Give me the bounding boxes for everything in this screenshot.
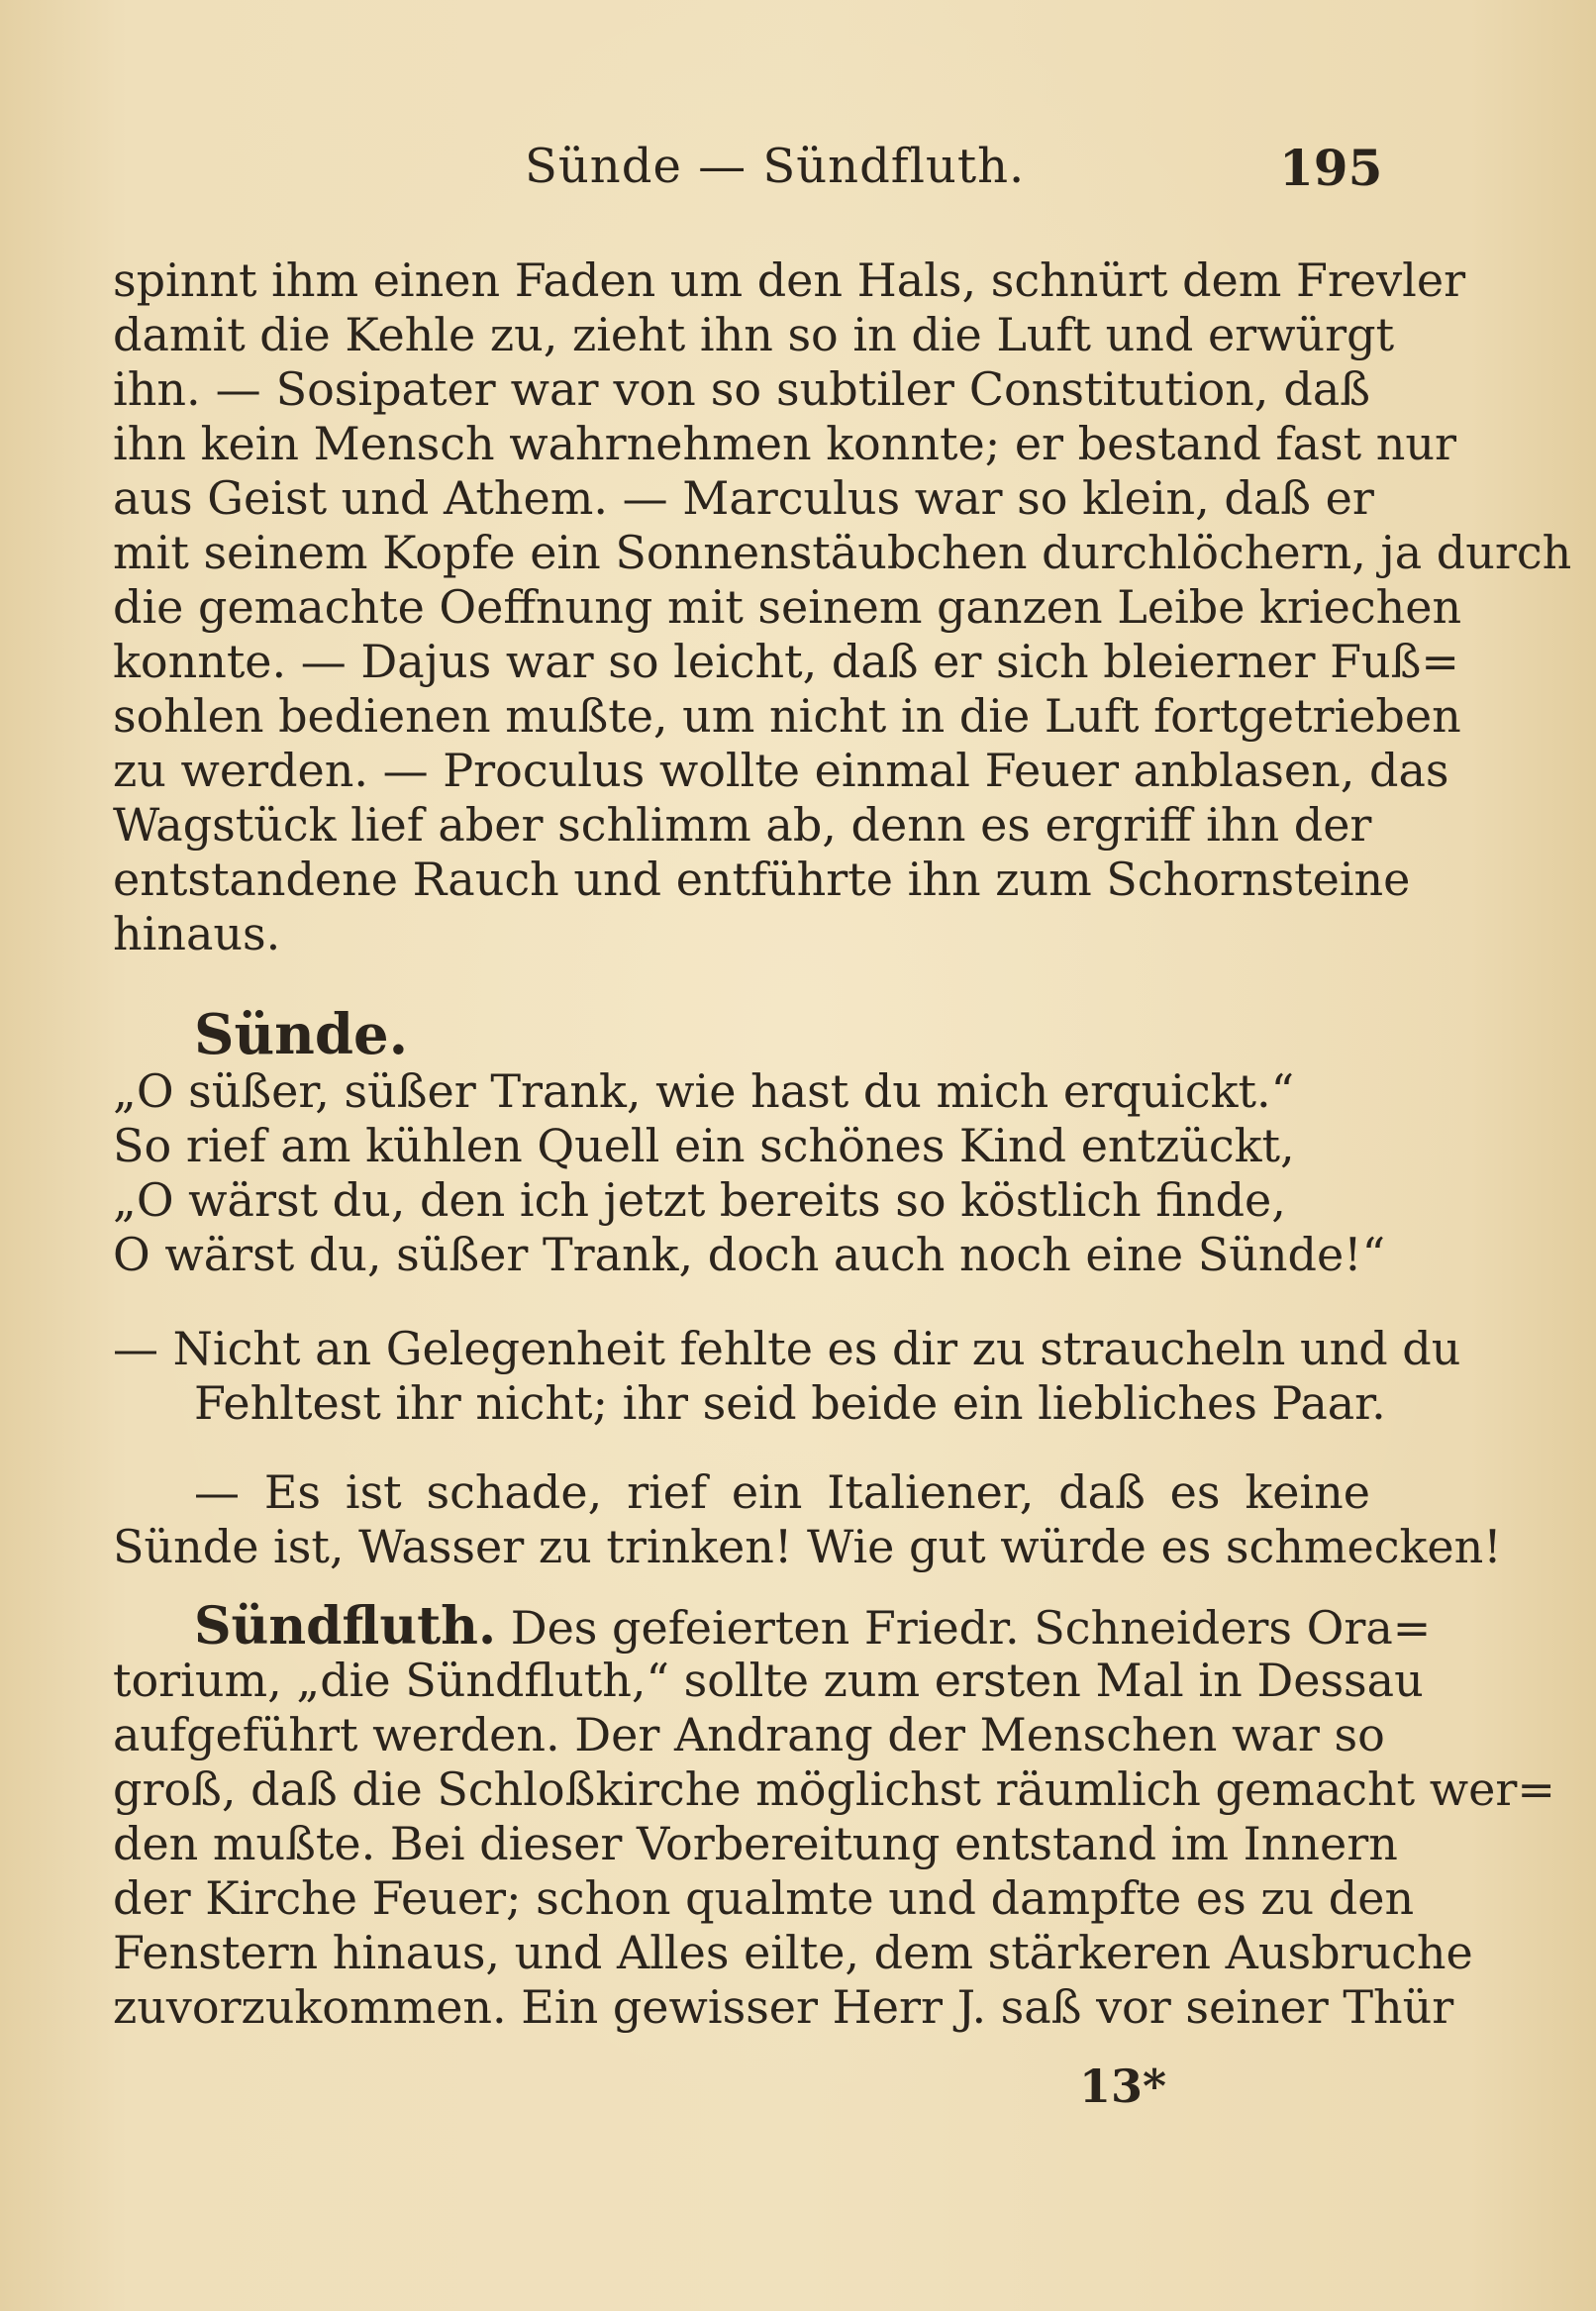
text-line: spinnt ihm einen Faden um den Hals, schnürt dem Frevler	[113, 253, 1466, 307]
text-line: konnte. — Dajus war so leicht, daß er sich bleierner Fuß=	[113, 635, 1459, 688]
text-line: zuvorzukommen. Ein gewisser Herr J. saß vor seiner Thür	[113, 1980, 1454, 2034]
paragraph-1	[113, 253, 1572, 961]
text-line: torium, „die Sündfluth,“ sollte zum ersten Mal in Dessau	[113, 1654, 1424, 1707]
text-line: die gemachte Oeffnung mit seinem ganzen Leibe kriechen	[113, 580, 1462, 634]
entry-term: Sündfluth.	[194, 1596, 497, 1657]
paragraph-2	[113, 1322, 1461, 1431]
text-line: damit die Kehle zu, zieht ihn so in die Luft und erwürgt	[113, 308, 1395, 361]
verse-line: „O süßer, süßer Trank, wie hast du mich erquickt.“	[113, 1064, 1295, 1118]
text-line: aufgeführt werden. Der Andrang der Menschen war so	[113, 1708, 1385, 1761]
text-line: ihn kein Mensch wahrnehmen konnte; er bestand fast nur	[113, 417, 1456, 470]
text-line	[113, 1596, 1432, 1657]
text-line: sohlen bedienen mußte, um nicht in die Luft fortgetrieben	[113, 689, 1461, 743]
verse-line: O wärst du, süßer Trank, doch auch noch eine Sünde!“	[113, 1228, 1386, 1281]
text-line: zu werden. — Proculus wollte einmal Feuer anblasen, das	[113, 744, 1449, 797]
page-number: 195	[1279, 139, 1383, 197]
text-line: — Nicht an Gelegenheit fehlte es dir zu straucheln und du	[113, 1322, 1461, 1375]
text-line: der Kirche Feuer; schon qualmte und dampfte es zu den	[113, 1871, 1415, 1925]
text-line: Fenstern hinaus, und Alles eilte, dem stärkeren Ausbruche	[113, 1926, 1473, 1979]
text-line: entstandene Rauch und entführte ihn zum Schornsteine	[113, 853, 1411, 906]
text-line: ihn. — Sosipater war von so subtiler Constitution, daß	[113, 362, 1370, 416]
text-line: — Es ist schade, rief ein Italiener, daß es keine	[194, 1465, 1370, 1519]
entry-sundfluth	[113, 1596, 1555, 2035]
text-line: Sünde ist, Wasser zu trinken! Wie gut würde es schmecken!	[113, 1520, 1502, 1573]
text-line: Wagstück lief aber schlimm ab, denn es ergriff ihn der	[113, 798, 1372, 852]
verse	[113, 1064, 1386, 1282]
signature-mark: 13*	[1079, 2060, 1167, 2113]
paragraph-3	[113, 1465, 1502, 1574]
entry-heading: Sünde.	[194, 1002, 409, 1067]
verse-line: So rief am kühlen Quell ein schönes Kind entzückt,	[113, 1119, 1295, 1172]
entry-first-line: Des gefeierten Friedr. Schneiders Ora=	[510, 1601, 1432, 1655]
text-line: den mußte. Bei dieser Vorbereitung entstand im Innern	[113, 1817, 1398, 1870]
text-line: Fehltest ihr nicht; ihr seid beide ein liebliches Paar.	[194, 1376, 1386, 1430]
text-line: groß, daß die Schloßkirche möglichst räumlich gemacht wer=	[113, 1762, 1555, 1816]
running-head: Sünde — Sündfluth.	[525, 139, 1026, 194]
text-line: mit seinem Kopfe ein Sonnenstäubchen durchlöchern, ja durch	[113, 526, 1572, 579]
verse-line: „O wärst du, den ich jetzt bereits so köstlich finde,	[113, 1173, 1286, 1227]
entry-sunde	[113, 1000, 1370, 1069]
text-line: hinaus.	[113, 907, 281, 960]
text-line: aus Geist und Athem. — Marculus war so klein, daß er	[113, 471, 1374, 525]
